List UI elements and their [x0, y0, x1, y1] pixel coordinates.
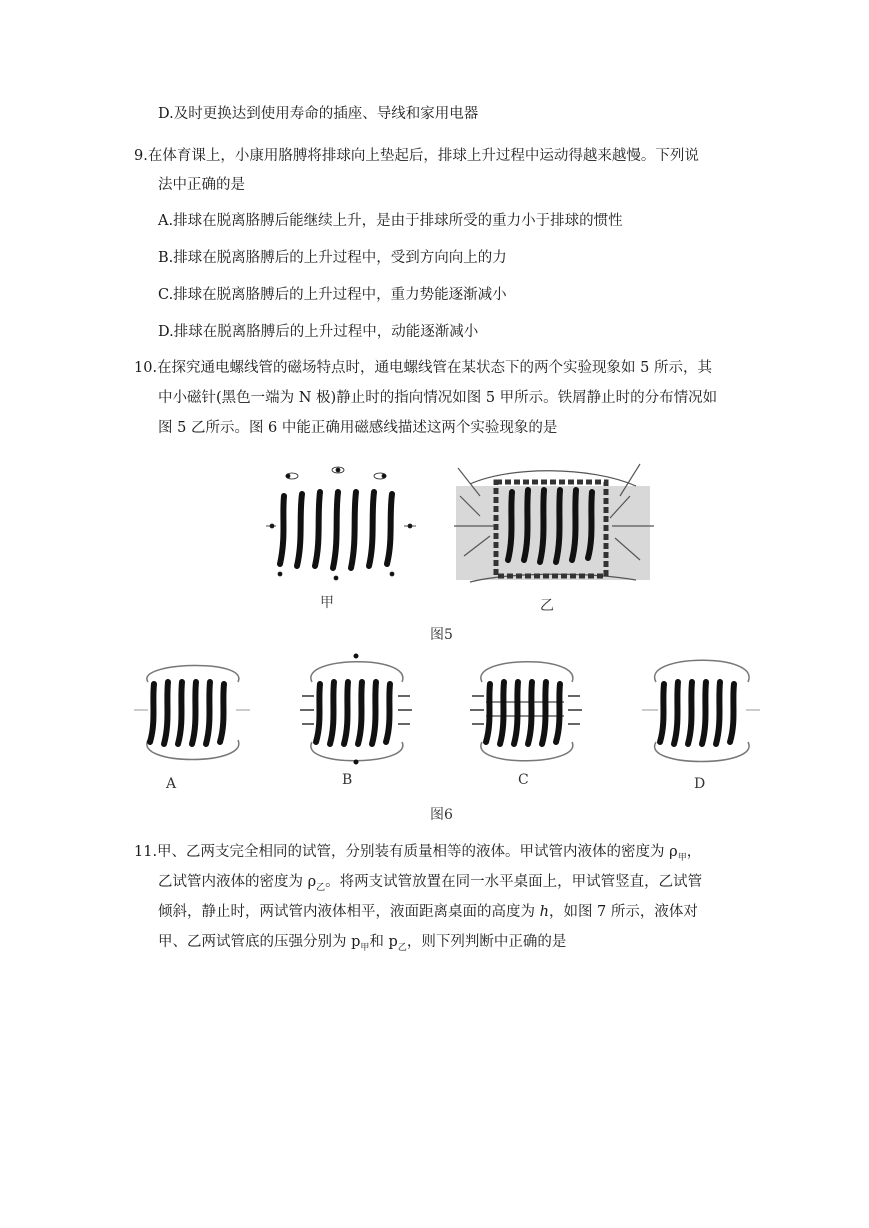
q11-rho-yi-sub: 乙 [316, 882, 326, 893]
q9-option-c: C.排球在脱离胳膊后的上升过程中，重力势能逐渐减小 [158, 287, 507, 303]
q11-rho-jia-sub: 甲 [677, 852, 687, 863]
fig5-caption: 图5 [430, 627, 453, 643]
fig6-label-a: A [166, 776, 177, 792]
q11-stem-line1 [134, 842, 701, 868]
q11-height-h: h [539, 904, 549, 920]
fig5-label-jia: 甲 [320, 595, 334, 611]
q11-line2-text: 乙试管内液体的密度为 ρ [158, 874, 317, 890]
q9-stem-line1: 9.在体育课上，小康用胳膊将排球向上垫起后，排球上升过程中运动得越来越慢。下列说 [134, 148, 699, 164]
q9-option-a: A.排球在脱离胳膊后能继续上升，是由于排球所受的重力小于排球的惯性 [158, 213, 623, 229]
q11-stem-line2 [158, 872, 702, 898]
q11-stem-line4 [158, 932, 566, 958]
q10-stem-line3: 图 5 乙所示。图 6 中能正确用磁感线描述这两个实验现象的是 [158, 420, 558, 436]
q9-option-d: D.排球在脱离胳膊后的上升过程中，动能逐渐减小 [158, 324, 479, 340]
q11-line3-end: ，如图 7 所示，液体对 [548, 904, 698, 920]
fig6-option-a-diagram [134, 652, 250, 770]
q11-line4-text: 甲、乙两试管底的压强分别为 p [158, 934, 361, 950]
q10-stem-line1: 10.在探究通电螺线管的磁场特点时，通电螺线管在某状态下的两个实验现象如 5 所示，其 [134, 360, 712, 376]
q8-option-d: D.及时更换达到使用寿命的插座、导线和家用电器 [158, 106, 479, 122]
fig6-label-b: B [342, 772, 353, 788]
fig6-option-b-diagram [298, 648, 414, 770]
q11-line4-mid: 和 p [369, 934, 398, 950]
q11-stem-line3 [158, 902, 698, 922]
q11-p-yi-sub: 乙 [397, 942, 407, 953]
q11-p-jia-sub: 甲 [360, 942, 370, 953]
fig6-option-c-diagram [468, 648, 584, 770]
q9-stem-line2: 法中正确的是 [158, 177, 245, 193]
q11-line1-end: ， [686, 844, 702, 860]
q11-line1-text: 11.甲、乙两支完全相同的试管，分别装有质量相等的液体。甲试管内液体的密度为 ρ [134, 844, 678, 860]
q9-option-b: B.排球在脱离胳膊后的上升过程中，受到方向向上的力 [158, 250, 507, 266]
fig6-label-d: D [694, 776, 706, 792]
fig5-jia-solenoid [262, 462, 422, 582]
fig6-option-d-diagram [640, 648, 762, 770]
q11-line2-end: 。将两支试管放置在同一水平桌面上，甲试管竖直，乙试管 [325, 874, 703, 890]
q11-line4-end: ，则下列判断中正确的是 [406, 934, 567, 950]
q11-line3-text: 倾斜，静止时，两试管内液体相平，液面距离桌面的高度为 [158, 904, 540, 920]
fig6-label-c: C [518, 772, 529, 788]
fig5-label-yi: 乙 [540, 598, 554, 614]
fig6-caption: 图6 [430, 807, 453, 823]
q10-stem-line2: 中小磁针(黑色一端为 N 极)静止时的指向情况如图 5 甲所示。铁屑静止时的分布情况如 [158, 390, 718, 406]
fig5-yi-iron-filings [450, 456, 656, 586]
